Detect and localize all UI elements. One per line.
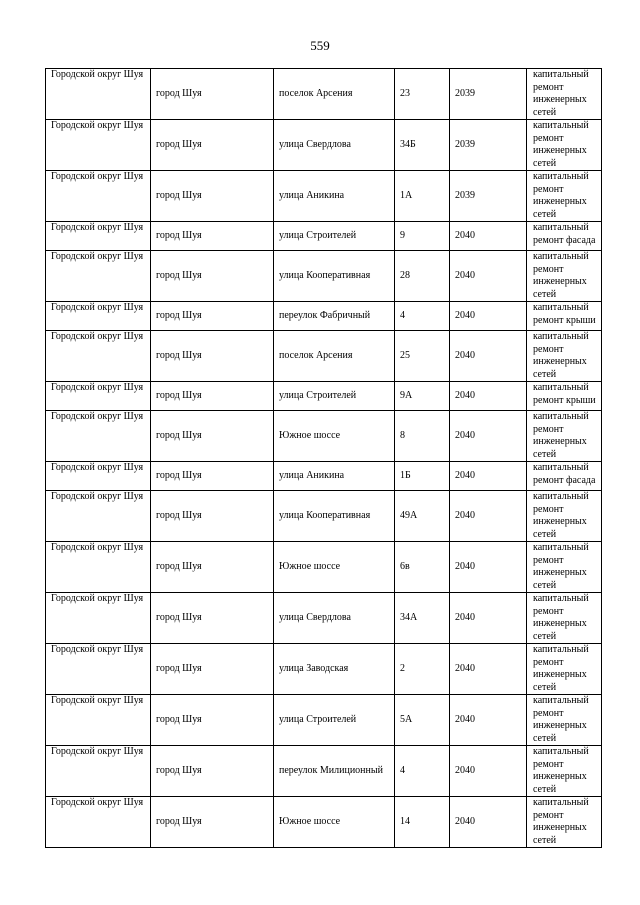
work-type-cell: капитальный ремонт крыши: [527, 302, 602, 331]
settlement-cell: город Шуя: [151, 331, 274, 382]
work-type-cell: капитальный ремонт инженерных сетей: [527, 746, 602, 797]
year-cell: 2040: [450, 644, 527, 695]
table-row: [46, 331, 602, 382]
street-cell: улица Кооперативная: [274, 491, 395, 542]
table-row: [46, 797, 602, 848]
street-cell: улица Строителей: [274, 222, 395, 251]
house-number-cell: 49А: [395, 491, 450, 542]
year-cell: 2040: [450, 222, 527, 251]
work-type-cell: капитальный ремонт инженерных сетей: [527, 251, 602, 302]
municipality-cell: Городской округ Шуя: [46, 331, 151, 382]
street-cell: улица Свердлова: [274, 593, 395, 644]
house-number-cell: 25: [395, 331, 450, 382]
house-number-cell: 9: [395, 222, 450, 251]
settlement-cell: город Шуя: [151, 411, 274, 462]
table-row: [46, 171, 602, 222]
settlement-cell: город Шуя: [151, 542, 274, 593]
year-cell: 2040: [450, 593, 527, 644]
work-type-cell: капитальный ремонт инженерных сетей: [527, 331, 602, 382]
table-row: [46, 69, 602, 120]
repair-schedule-table: [45, 68, 602, 848]
work-type-cell: капитальный ремонт фасада: [527, 222, 602, 251]
municipality-cell: Городской округ Шуя: [46, 644, 151, 695]
settlement-cell: город Шуя: [151, 462, 274, 491]
table-row: [46, 411, 602, 462]
year-cell: 2040: [450, 746, 527, 797]
settlement-cell: город Шуя: [151, 593, 274, 644]
municipality-cell: Городской округ Шуя: [46, 171, 151, 222]
street-cell: Южное шоссе: [274, 542, 395, 593]
settlement-cell: город Шуя: [151, 222, 274, 251]
year-cell: 2040: [450, 491, 527, 542]
table-row: [46, 542, 602, 593]
year-cell: 2040: [450, 797, 527, 848]
year-cell: 2040: [450, 695, 527, 746]
work-type-cell: капитальный ремонт инженерных сетей: [527, 644, 602, 695]
street-cell: улица Строителей: [274, 382, 395, 411]
municipality-cell: Городской округ Шуя: [46, 462, 151, 491]
work-type-cell: капитальный ремонт инженерных сетей: [527, 120, 602, 171]
work-type-cell: капитальный ремонт инженерных сетей: [527, 411, 602, 462]
street-cell: Южное шоссе: [274, 797, 395, 848]
street-cell: переулок Милиционный: [274, 746, 395, 797]
street-cell: переулок Фабричный: [274, 302, 395, 331]
settlement-cell: город Шуя: [151, 69, 274, 120]
table-row: [46, 491, 602, 542]
house-number-cell: 34Б: [395, 120, 450, 171]
work-type-cell: капитальный ремонт инженерных сетей: [527, 593, 602, 644]
house-number-cell: 9А: [395, 382, 450, 411]
work-type-cell: капитальный ремонт инженерных сетей: [527, 695, 602, 746]
settlement-cell: город Шуя: [151, 251, 274, 302]
street-cell: улица Кооперативная: [274, 251, 395, 302]
work-type-cell: капитальный ремонт фасада: [527, 462, 602, 491]
street-cell: поселок Арсения: [274, 331, 395, 382]
street-cell: улица Строителей: [274, 695, 395, 746]
municipality-cell: Городской округ Шуя: [46, 695, 151, 746]
house-number-cell: 23: [395, 69, 450, 120]
street-cell: Южное шоссе: [274, 411, 395, 462]
year-cell: 2040: [450, 251, 527, 302]
year-cell: 2040: [450, 331, 527, 382]
house-number-cell: 1Б: [395, 462, 450, 491]
settlement-cell: город Шуя: [151, 382, 274, 411]
municipality-cell: Городской округ Шуя: [46, 251, 151, 302]
house-number-cell: 14: [395, 797, 450, 848]
municipality-cell: Городской округ Шуя: [46, 542, 151, 593]
municipality-cell: Городской округ Шуя: [46, 797, 151, 848]
municipality-cell: Городской округ Шуя: [46, 69, 151, 120]
settlement-cell: город Шуя: [151, 302, 274, 331]
table-row: [46, 593, 602, 644]
year-cell: 2039: [450, 120, 527, 171]
street-cell: улица Аникина: [274, 462, 395, 491]
page-number: 559: [310, 38, 330, 53]
table-row: [46, 222, 602, 251]
house-number-cell: 4: [395, 746, 450, 797]
work-type-cell: капитальный ремонт инженерных сетей: [527, 542, 602, 593]
house-number-cell: 1А: [395, 171, 450, 222]
work-type-cell: капитальный ремонт инженерных сетей: [527, 797, 602, 848]
street-cell: улица Свердлова: [274, 120, 395, 171]
house-number-cell: 6в: [395, 542, 450, 593]
municipality-cell: Городской округ Шуя: [46, 120, 151, 171]
year-cell: 2039: [450, 171, 527, 222]
table-row: [46, 462, 602, 491]
settlement-cell: город Шуя: [151, 171, 274, 222]
year-cell: 2040: [450, 382, 527, 411]
table-body: [46, 69, 602, 848]
municipality-cell: Городской округ Шуя: [46, 222, 151, 251]
street-cell: поселок Арсения: [274, 69, 395, 120]
municipality-cell: Городской округ Шуя: [46, 411, 151, 462]
house-number-cell: 5А: [395, 695, 450, 746]
house-number-cell: 34А: [395, 593, 450, 644]
table-row: [46, 695, 602, 746]
table-row: [46, 382, 602, 411]
year-cell: 2039: [450, 69, 527, 120]
municipality-cell: Городской округ Шуя: [46, 746, 151, 797]
settlement-cell: город Шуя: [151, 695, 274, 746]
year-cell: 2040: [450, 411, 527, 462]
work-type-cell: капитальный ремонт инженерных сетей: [527, 171, 602, 222]
house-number-cell: 8: [395, 411, 450, 462]
year-cell: 2040: [450, 462, 527, 491]
house-number-cell: 4: [395, 302, 450, 331]
house-number-cell: 2: [395, 644, 450, 695]
settlement-cell: город Шуя: [151, 797, 274, 848]
settlement-cell: город Шуя: [151, 746, 274, 797]
settlement-cell: город Шуя: [151, 120, 274, 171]
house-number-cell: 28: [395, 251, 450, 302]
municipality-cell: Городской округ Шуя: [46, 302, 151, 331]
settlement-cell: город Шуя: [151, 491, 274, 542]
municipality-cell: Городской округ Шуя: [46, 593, 151, 644]
work-type-cell: капитальный ремонт инженерных сетей: [527, 69, 602, 120]
year-cell: 2040: [450, 302, 527, 331]
table-row: [46, 120, 602, 171]
table-row: [46, 644, 602, 695]
year-cell: 2040: [450, 542, 527, 593]
work-type-cell: капитальный ремонт инженерных сетей: [527, 491, 602, 542]
municipality-cell: Городской округ Шуя: [46, 491, 151, 542]
settlement-cell: город Шуя: [151, 644, 274, 695]
work-type-cell: капитальный ремонт крыши: [527, 382, 602, 411]
table-row: [46, 251, 602, 302]
street-cell: улица Заводская: [274, 644, 395, 695]
street-cell: улица Аникина: [274, 171, 395, 222]
table-row: [46, 746, 602, 797]
table-row: [46, 302, 602, 331]
municipality-cell: Городской округ Шуя: [46, 382, 151, 411]
